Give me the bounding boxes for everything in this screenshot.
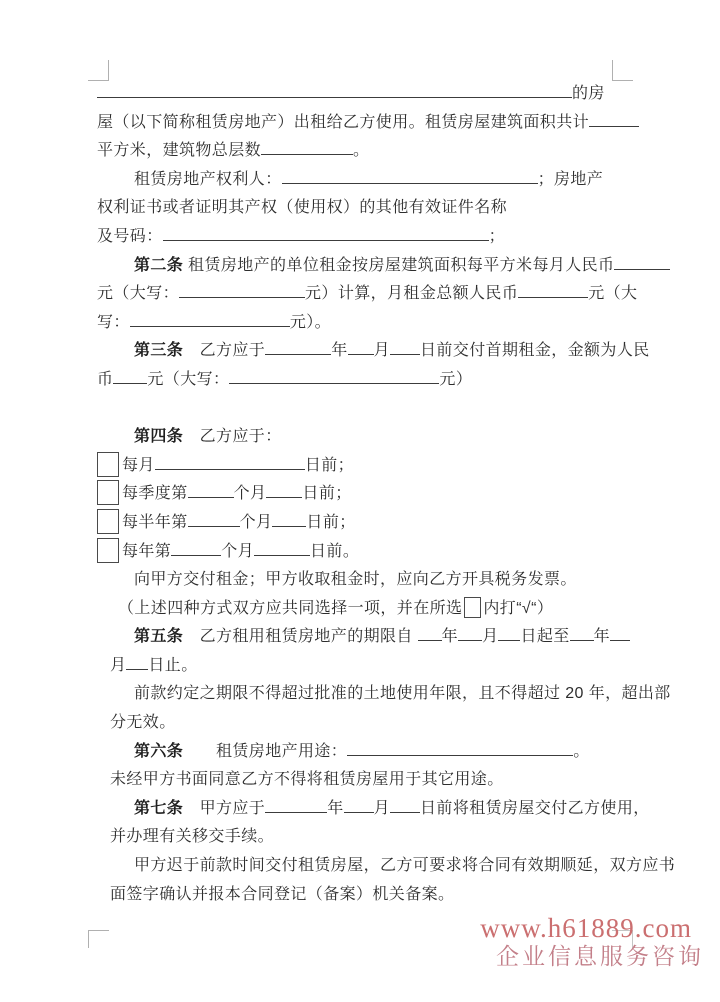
text-boundary-mark-top-right <box>612 60 633 81</box>
text-run: 并办理有关移交手续。 <box>110 828 275 846</box>
fill-in-blank <box>589 111 639 127</box>
doc-line <box>110 881 613 910</box>
fill-in-blank <box>272 511 306 527</box>
text-run: 甲方迟于前款时间交付租赁房屋，乙方可要求将合同有效期顺延，双方应书 <box>134 857 676 875</box>
checkbox[interactable] <box>97 480 119 505</box>
fill-in-blank <box>347 740 573 756</box>
text-run: 年 <box>441 628 459 646</box>
text-run: 币 <box>97 370 114 388</box>
checkbox[interactable] <box>97 509 119 534</box>
fill-in-blank <box>97 82 572 98</box>
clause-heading: 第七条 <box>134 799 184 817</box>
doc-line <box>97 395 613 424</box>
text-run: 年 <box>327 799 344 817</box>
text-run: 每年第 <box>122 542 172 560</box>
text-run: 乙方租用租赁房地产的期限自 <box>183 628 418 646</box>
text-run: 日前； <box>304 456 355 474</box>
doc-line <box>97 538 613 567</box>
text-run: 月 <box>373 342 391 360</box>
doc-line <box>134 166 613 195</box>
doc-line <box>97 509 613 538</box>
text-run: 乙方应于： <box>183 428 282 446</box>
text-run: （上述四种方式双方应共同选择一项，并在所选 <box>118 599 463 617</box>
text-run: 租赁房地产的单位租金按房屋建筑面积每平方米每月人民币 <box>183 256 615 274</box>
doc-line <box>110 709 613 738</box>
text-run: 租赁房地产用途： <box>183 742 348 760</box>
fill-in-blank <box>229 368 439 384</box>
fill-in-blank <box>126 654 148 670</box>
clause-heading: 第二条 <box>134 256 184 274</box>
text-run: 平方米，建筑物总层数 <box>97 142 262 160</box>
fill-in-blank <box>265 797 327 813</box>
fill-in-blank <box>266 482 302 498</box>
text-run: 写： <box>97 313 130 331</box>
doc-line <box>134 738 613 767</box>
text-run: 元（大 <box>588 285 638 303</box>
document-body <box>97 80 676 909</box>
fill-in-blank <box>498 625 520 641</box>
doc-line <box>134 337 650 366</box>
text-run: 个月 <box>233 485 267 503</box>
fill-in-blank <box>171 540 221 556</box>
watermark <box>480 912 704 969</box>
doc-line <box>97 80 613 109</box>
text-run: 日前； <box>306 513 356 531</box>
doc-line <box>134 566 613 595</box>
text-run: 年 <box>331 342 348 360</box>
doc-line <box>97 137 613 166</box>
fill-in-blank <box>282 168 538 184</box>
text-run: 日前交付首期租金，金额为人民 <box>420 342 650 360</box>
doc-line <box>134 623 613 652</box>
text-run: 年 <box>593 628 611 646</box>
doc-line <box>134 795 650 824</box>
fill-in-blank <box>610 625 630 641</box>
fill-in-blank <box>130 311 290 327</box>
fill-in-blank <box>188 511 240 527</box>
clause-heading: 第五条 <box>134 628 184 646</box>
doc-line <box>110 652 613 681</box>
fill-in-blank <box>155 454 305 470</box>
text-run: 租赁房地产权利人： <box>134 170 282 188</box>
text-run: 月 <box>482 628 499 646</box>
doc-line <box>97 452 613 481</box>
text-run: 个月 <box>239 513 273 531</box>
fill-in-blank <box>348 339 374 355</box>
fill-in-blank <box>390 797 420 813</box>
text-run: 个月 <box>221 542 255 560</box>
text-run: 屋（以下简称租赁房地产）出租给乙方使用。租赁房屋建筑面积共计 <box>97 113 590 131</box>
text-run: 前款约定之期限不得超过批准的土地使用年限，且不得超过 20 年，超出部 <box>134 685 671 703</box>
text-run: 元（大写： <box>97 285 180 303</box>
text-run: 向甲方交付租金；甲方收取租金时，应向乙方开具税务发票。 <box>134 571 577 589</box>
text-run: 权利证书或者证明其产权（使用权）的其他有效证件名称 <box>97 199 508 217</box>
fill-in-blank <box>614 254 670 270</box>
text-run: 每月 <box>122 456 155 474</box>
clause-heading: 第四条 <box>134 428 184 446</box>
text-run: 元）计算，月租金总额人民币 <box>305 285 519 303</box>
doc-line <box>97 223 613 252</box>
text-run: 未经甲方书面同意乙方不得将租赁房屋用于其它用途。 <box>110 771 504 789</box>
text-run: 及号码： <box>97 227 163 245</box>
text-run: 日起至 <box>520 628 570 646</box>
doc-line <box>97 309 613 338</box>
text-run: 甲方应于 <box>183 799 266 817</box>
text-run: 分无效。 <box>110 714 176 732</box>
fill-in-blank <box>458 625 482 641</box>
doc-line <box>134 852 676 881</box>
doc-line <box>97 280 638 309</box>
doc-line <box>110 766 613 795</box>
text-run: 乙方应于 <box>183 342 266 360</box>
fill-in-blank <box>179 282 305 298</box>
text-run: 元）。 <box>289 313 332 331</box>
doc-line <box>134 680 671 709</box>
text-run: 元（大写： <box>147 370 230 388</box>
fill-in-blank <box>265 339 331 355</box>
text-run: 日前。 <box>310 542 360 560</box>
text-run: 日前将租赁房屋交付乙方使用， <box>420 799 650 817</box>
clause-heading: 第三条 <box>134 342 184 360</box>
text-run: 每半年第 <box>122 513 188 531</box>
checkbox[interactable] <box>97 538 119 563</box>
fill-in-blank <box>254 540 310 556</box>
text-boundary-mark-top-left <box>88 60 109 81</box>
checkbox[interactable] <box>97 452 119 477</box>
doc-line <box>134 252 613 281</box>
text-run: 。 <box>573 742 590 760</box>
doc-line <box>97 480 613 509</box>
doc-line <box>118 595 613 624</box>
text-run: 日前； <box>302 485 352 503</box>
fill-in-blank <box>518 282 588 298</box>
text-run: ； <box>488 227 506 245</box>
text-run: 月 <box>110 656 127 674</box>
fill-in-blank <box>261 139 353 155</box>
doc-line <box>97 194 613 223</box>
fill-in-blank <box>570 625 594 641</box>
fill-in-blank <box>113 368 147 384</box>
watermark-caption: 企业信息服务咨询 <box>496 943 704 969</box>
text-run: 内打“√“） <box>483 599 554 617</box>
text-run: 元） <box>439 370 473 388</box>
watermark-url: www.h61889.com <box>480 912 692 943</box>
checkbox[interactable] <box>464 597 481 618</box>
fill-in-blank <box>188 482 234 498</box>
text-run: ；房地产 <box>537 170 604 188</box>
doc-line <box>97 109 613 138</box>
doc-line <box>110 823 613 852</box>
text-boundary-mark-bottom-left <box>88 930 109 948</box>
fill-in-blank <box>163 225 489 241</box>
text-run: 月 <box>373 799 391 817</box>
text-run: 日止。 <box>148 656 198 674</box>
fill-in-blank <box>390 339 420 355</box>
text-run: 面签字确认并报本合同登记（备案）机关备案。 <box>110 885 455 903</box>
text-run: 的房 <box>572 85 605 102</box>
clause-heading: 第六条 <box>134 742 184 760</box>
text-run: 。 <box>353 142 370 160</box>
doc-line <box>97 366 613 395</box>
fill-in-blank <box>344 797 374 813</box>
doc-line <box>134 423 613 452</box>
fill-in-blank <box>418 625 442 641</box>
text-run: 每季度第 <box>122 485 188 503</box>
